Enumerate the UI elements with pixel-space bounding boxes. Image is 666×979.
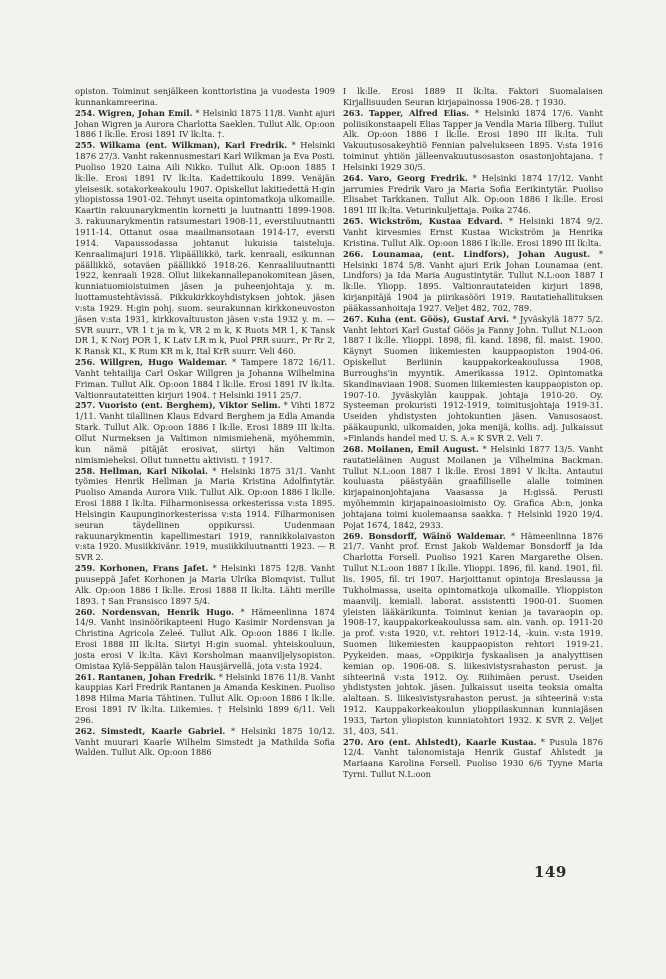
entry-text: * Helsinki 1874 9/2. Vanht kirvesmies Ernst Kustaa Wickström ja Henrika Kristina. Tullut Alk. Op:oon 1886 I lk:lle. Erosi 1890 III lk:lta. [343, 216, 603, 248]
entry-name: Rantanen, Johan Fredrik. [97, 671, 217, 682]
entry-text: * Hämeenlinna 1874 14/9. Vanht insinöörikapteeni Hugo Kasimir Nordensvan ja Christina Agricola Zeleé. Tullut Alk. Op:oon 1886 I lk:lle. Erosi 1888 III lk:lta. Siirtyi H:gin suomal. yhteiskouluun, josta erosi V lk:lta. Kävi Korsholman maanviljelysopiston. Omistaa Kylä-Seppälän talon Hausjärvellä, jota v:sta 1924. [75, 606, 335, 671]
entry-text: * Helsinki 1877 13/5. Vanht rautatieläinen August Moilanen ja Vilhelmina Backman. Tullut N.L:oon 1887 I lk:lle. Erosi 1891 V lk:lta. Antautui kouluasta päästyään graafilliselle alalle toiminen kirjapainonjohtajana Vaasassa ja H:gissä. Perusti myöhemmin kirjapainoasioimisto Oy. Grafica Ab:n, jonka johtajana toimi kuolemaansa saakka. † Helsinki 1920 19/4. Pojat 1674, 1842, 2933. [343, 443, 604, 530]
entry-265 [343, 216, 603, 249]
entry-text: * Helsinki 1876 27/3. Vanht rakennusmestari Karl Wilkman ja Eva Posti. Puoliso 1920 Laina Aili Nikko. Tullut Alk. Op:oon 1885 I lk:lle. Erosi 1891 IV lk:lta. Kadettikoulu 1899. Venäjän yleisesik. sotakorkeakoulu 1907. Opiskellut lakitiedettä H:gin yliopistossa 1901-02. Tehnyt useita opintomatkoja ulkomaille. Kaartin rakuunarykmentin kornetti ja luutnantti 1899-1908. 3. rakuunarykmentin ratsumestari 1908-11, everstiluutnantti 1911-14. Ottanut osaa maailmansotaan 1914-17, eversti 1914. Vapaussodassa johtanut lukuisia taisteluja. Kenraalimajuri 1918. Ylipäällikkö, tark. kenraali, esikunnan päällikkö, sotaväen päällikkö 1918-26. Kenraaliluutnantti 1922, kenraali 1928. Ollut liikekannallepanokomitean jäsen, kunniatuomioistuimen jäsen ja puheenjohtaja y. m. luottamustehtävissä. Pikkukirkkoyhdistyksen johtok. jäsen v:sta 1929. H:gin pohj. suom. seurakunnan kirkkoneuvoston jäsen v:sta 1931, kirkkovaltuuston jäsen v:sta 1932 y. m. — SVR suurr., VR 1 t ja m k, VR 2 m k, K Ruots MR 1, K Tansk DR 1, K Norj POR 1, K Latv LR m k, Puol PRR suurr., Pr Rr 2, K Ransk KL, K Rum KR m k, Ital KrR suurr. Veli 460. [75, 140, 335, 357]
entry-259 [75, 563, 335, 606]
entry-260 [75, 607, 335, 672]
entry-number: 269. [343, 530, 364, 541]
entry-name: Kuha (ent. Göös), Gustaf Arvi. [366, 313, 510, 324]
entry-name: Willgren, Hugo Waldemar. [100, 357, 228, 368]
entry-text: * Pusula 1876 12/4. Vanht talonomistaja Henrik Gustaf Ahlstedt ja Mariaana Karolina Forsell. Puoliso 1930 6/6 Tyyne Maria Tyrni. Tullut N.L:oon [343, 736, 603, 780]
entry-name: Aro (ent. Ahlstedt), Kaarle Kustaa. [367, 736, 537, 747]
entry-text: * Hämeenlinna 1876 21/7. Vanht prof. Ernst Jakob Waldemar Bonsdorff ja Ida Charlotta Forsell. Puoliso 1921 Karen Margarethe Olsen. Tullut N.L:oon 1887 I lk:lle. Ylioppi. 1896, fil. kand. 1901, fil. lis. 1905, fil. tri 1907. Harjoittanut opintoja Breslaussa ja Tukholmassa, useita opintomatkoja ulkomaille. Ylioppiston maanvilj. kemiall. laborat. assistentti 1900-01. Suomen yleisten lääkärikunta. Toiminut kenian ja tavaraopin op. 1908-17, kauppakorkeakoulussa sam. ain. vanh. op. 1911-20 ja prof. v:sta 1920, v.t. rehtori 1912-14, -kuin. v:sta 1919. Suomen liikemiesten kauppaopiston rehtori 1919-21. Pyykeiden. maas, »Oppikirja fyskaalisen ja analyyttisen kemian op. 1906-08. S. liikesivistysrahaston perust. ja sihteerinä v:sta 1912. Oy. Riihimäen perust. Useiden yhdistysten johtok. jäsen. Julkaissut useita teoksia omalta alaltaan. S. liikesivistysrahaston perust. ja sihteerinä v:sta 1912. Kauppakorkeakoulun ylioppilaskunnan kunniajäsen 1933, Tarton yliopiston kunniatohtori 1932. K SVR 2. Veljet 31, 403, 541. [343, 530, 604, 736]
entry-255 [75, 140, 335, 357]
entry-number: 270. [343, 736, 364, 747]
entry-number: 261. [75, 671, 96, 682]
left-column-continuation: opiston. Toiminut senjälkeen konttoristina ja vuodesta 1909 kunnankamreerina. [75, 86, 335, 107]
entry-name: Nordensvan, Henrik Hugo. [101, 606, 235, 617]
entry-number: 262. [75, 725, 96, 736]
entry-number: 265. [343, 216, 364, 227]
entry-number: 255. [75, 140, 96, 151]
entry-text: * Helsinki 1876 11/8. Vanht kauppias Karl Fredrik Rantanen ja Amanda Keskinen. Puoliso 1898 Hilma Maria Tähtinen. Tullut Alk. Op:oon 1886 I lk:lle. Erosi 1891 IV lk:lta. Liikemies. † Helsinki 1899 6/11. Veli 296. [75, 671, 336, 725]
entry-264 [343, 173, 603, 216]
entry-267 [343, 314, 603, 444]
entry-text: * Helsinki 1874 17/6. Vanht poliisikonstaapeli Elias Tapper ja Vendla Maria Illberg. Tullut Alk. Op:oon 1886 I lk:lle. Erosi 1890 III lk:lta. Tuli Vakuutusosakeyhtiö Fennian palvelukseen 1895. V:sta 1916 toiminut yhtiön jälleenvakuutusosaston osastonjohtajana. † Helsinki 1929 30/5. [343, 107, 604, 172]
entry-257 [75, 400, 335, 465]
entry-name: Simstedt, Kaarle Gabriel. [101, 725, 226, 736]
entry-text: * Helsinki 1875 12/8. Vanht puuseppä Jafet Korhonen ja Maria Ulrika Blomqvist. Tullut Alk. Op:oon 1886 I lk:lle. Erosi 1888 II lk:lta. Lähti merille 1893. † San Fransisco 1897 5/4. [75, 563, 336, 606]
entry-name: Bonsdorff, Wäinö Waldemar. [368, 530, 506, 541]
entry-name: Hellman, Karl Nikolai. [99, 465, 208, 476]
entry-name: Lounamaa, (ent. Lindfors), Johan August. [372, 248, 590, 259]
entry-270 [343, 737, 603, 780]
entry-number: 259. [75, 563, 96, 574]
entry-number: 257. [75, 400, 96, 411]
right-column [343, 86, 603, 780]
page-number: 149 [534, 863, 567, 881]
entry-number: 268. [343, 443, 364, 454]
entry-text: * Tampere 1872 16/11. Vanht tehtailija Carl Oskar Willgren ja Johanna Wilhelmina Friman. Tullut Alk. Op:oon 1884 I lk:lle. Erosi 1891 IV lk:lta. Valtionrautateitten kirjuri 1904. † Helsinki 1911 25/7. [75, 357, 336, 400]
entry-number: 260. [75, 606, 96, 617]
left-column [75, 86, 335, 758]
entry-262 [75, 726, 335, 759]
entry-text: * Jyväskylä 1877 5/2. Vanht lehtori Karl Gustaf Göös ja Fanny John. Tullut N.L:oon 1887 I lk:lle. Ylioppi. 1898, fil. kand. 1898, fil. maist. 1900. Käynyt Suomen liikemiesten kauppaopiston 1904-06. Opiskellut Berliinin kauppakorkeakoulussa 1908, Burroughs'in myyntik. Amerikassa 1912. Opintomatka Skandinaviaan 1908. Suomen liikemiesten kauppaopiston op. 1907-10. Jyväskylän kauppak. johtaja 1910-20. Oy. Systeeman prokuristi 1912-1919, toimitusjohtaja 1919-31. Useiden yhdistysten johtokuntien jäsen. Vanusosaost. pääkaupunki, ulkomaiden, joka menijä, kollis. adj. Julkaissut »Finlands handel med U. S. A.» K SVR 2. Veli 7. [343, 313, 604, 443]
entry-text: * Helsinki 1874 5/8. Vanht ajuri Erik Johan Lounamaa (ent. Lindfors) ja Ida Maria Augustintytär. Tullut N.L:oon 1887 I lk:lle. Yliopp. 1895. Valtionrautateiden kirjuri 1898, kirjanpitäjä 1904 ja piirikasööri 1919. Rautatiehallituksen pääkassanhoitaja 1927. Veljet 482, 702, 789. [343, 248, 603, 313]
right-column-continuation: I lk:lle. Erosi 1889 II lk:lta. Faktori Suomalaisen Kirjallisuuden Seuran kirjapainossa 1906-28. † 1930. [343, 86, 603, 107]
entry-name: Wigren, Johan Emil. [98, 107, 193, 118]
entry-name: Korhonen, Frans Jafet. [99, 563, 209, 574]
entry-name: Moilanen, Emil August. [366, 443, 479, 454]
entry-number: 258. [75, 465, 96, 476]
entry-number: 266. [343, 248, 364, 259]
entry-name: Vuoristo (ent. Berghem), Viktor Selim. [98, 400, 281, 411]
entry-261 [75, 672, 335, 726]
entry-256 [75, 357, 335, 400]
entry-269 [343, 531, 603, 737]
entry-268 [343, 444, 603, 531]
entry-name: Varo, Georg Fredrik. [368, 172, 468, 183]
entry-text: * Helsinki 1875 11/8. Vanht ajuri Johan Wigren ja Aurora Charlotta Saeklen. Tullut Alk. Op:oon 1886 I lk:lle. Erosi 1891 IV lk:lta. †. [75, 107, 335, 140]
entry-text: * Helsinki 1875 10/12. Vanht muurari Kaarle Wilhelm Simstedt ja Mathilda Sofia Walden. Tullut Alk. Op:oon 1886 [75, 725, 336, 758]
entry-258 [75, 466, 335, 564]
entry-name: Wickström, Kustaa Edvard. [369, 216, 503, 227]
entry-number: 263. [343, 107, 364, 118]
entry-254 [75, 108, 335, 141]
entry-name: Tapper, Alfred Elias. [368, 107, 470, 118]
entry-name: Wilkama (ent. Wilkman), Karl Fredrik. [99, 140, 288, 151]
entry-263 [343, 108, 603, 173]
entry-text: * Vihti 1872 1/11. Vanht tilallinen Klaus Edvard Berghem ja Edla Amanda Stark. Tullut Alk. Op:oon 1886 I lk:lle. Erosi 1889 III lk:lta. Ollut Nurmeksen ja Valtimon nimismiehenä, myöhemmin, kun nämä pitäjät erosivat, siirtyi hän Valtimon nimismieheksi. Ollut tunnettu aktivisti. † 1917. [75, 400, 336, 465]
entry-number: 254. [75, 107, 96, 118]
entry-266 [343, 249, 603, 314]
entry-number: 267. [343, 313, 364, 324]
entry-number: 264. [343, 172, 364, 183]
entry-number: 256. [75, 357, 96, 368]
entry-text: * Helsinki 1875 31/1. Vanht työmies Henrik Hellman ja Maria Kristina Adolfintytär. Puoliso Amanda Aurora Viik. Tullut Alk. Op:oon 1886 I lk:lle. Erosi 1888 I lk:lta. Filharmonisessa orkesterissa v:sta 1895. Helsingin Kaupunginorkesterissa v:sta 1914. Filharmonisen seuran täydellinen oppikurssi. Uudenmaan rakuunarykmentin kapellimestari 1919, rannikkolaivaston v:sta 1920. Musiikkivänr. 1919, musiikkiluutnantti 1923. — R SVR 2. [75, 465, 335, 563]
entry-text: * Helsinki 1874 17/12. Vanht jarrumies Fredrik Varo ja Maria Sofia Eerikintytär. Puoliso Elisabet Tarkkanen. Tullut Alk. Op:oon 1886 I lk:lle. Erosi 1891 III lk:lta. Veturinkuljettaja. Poika 2746. [343, 172, 603, 216]
